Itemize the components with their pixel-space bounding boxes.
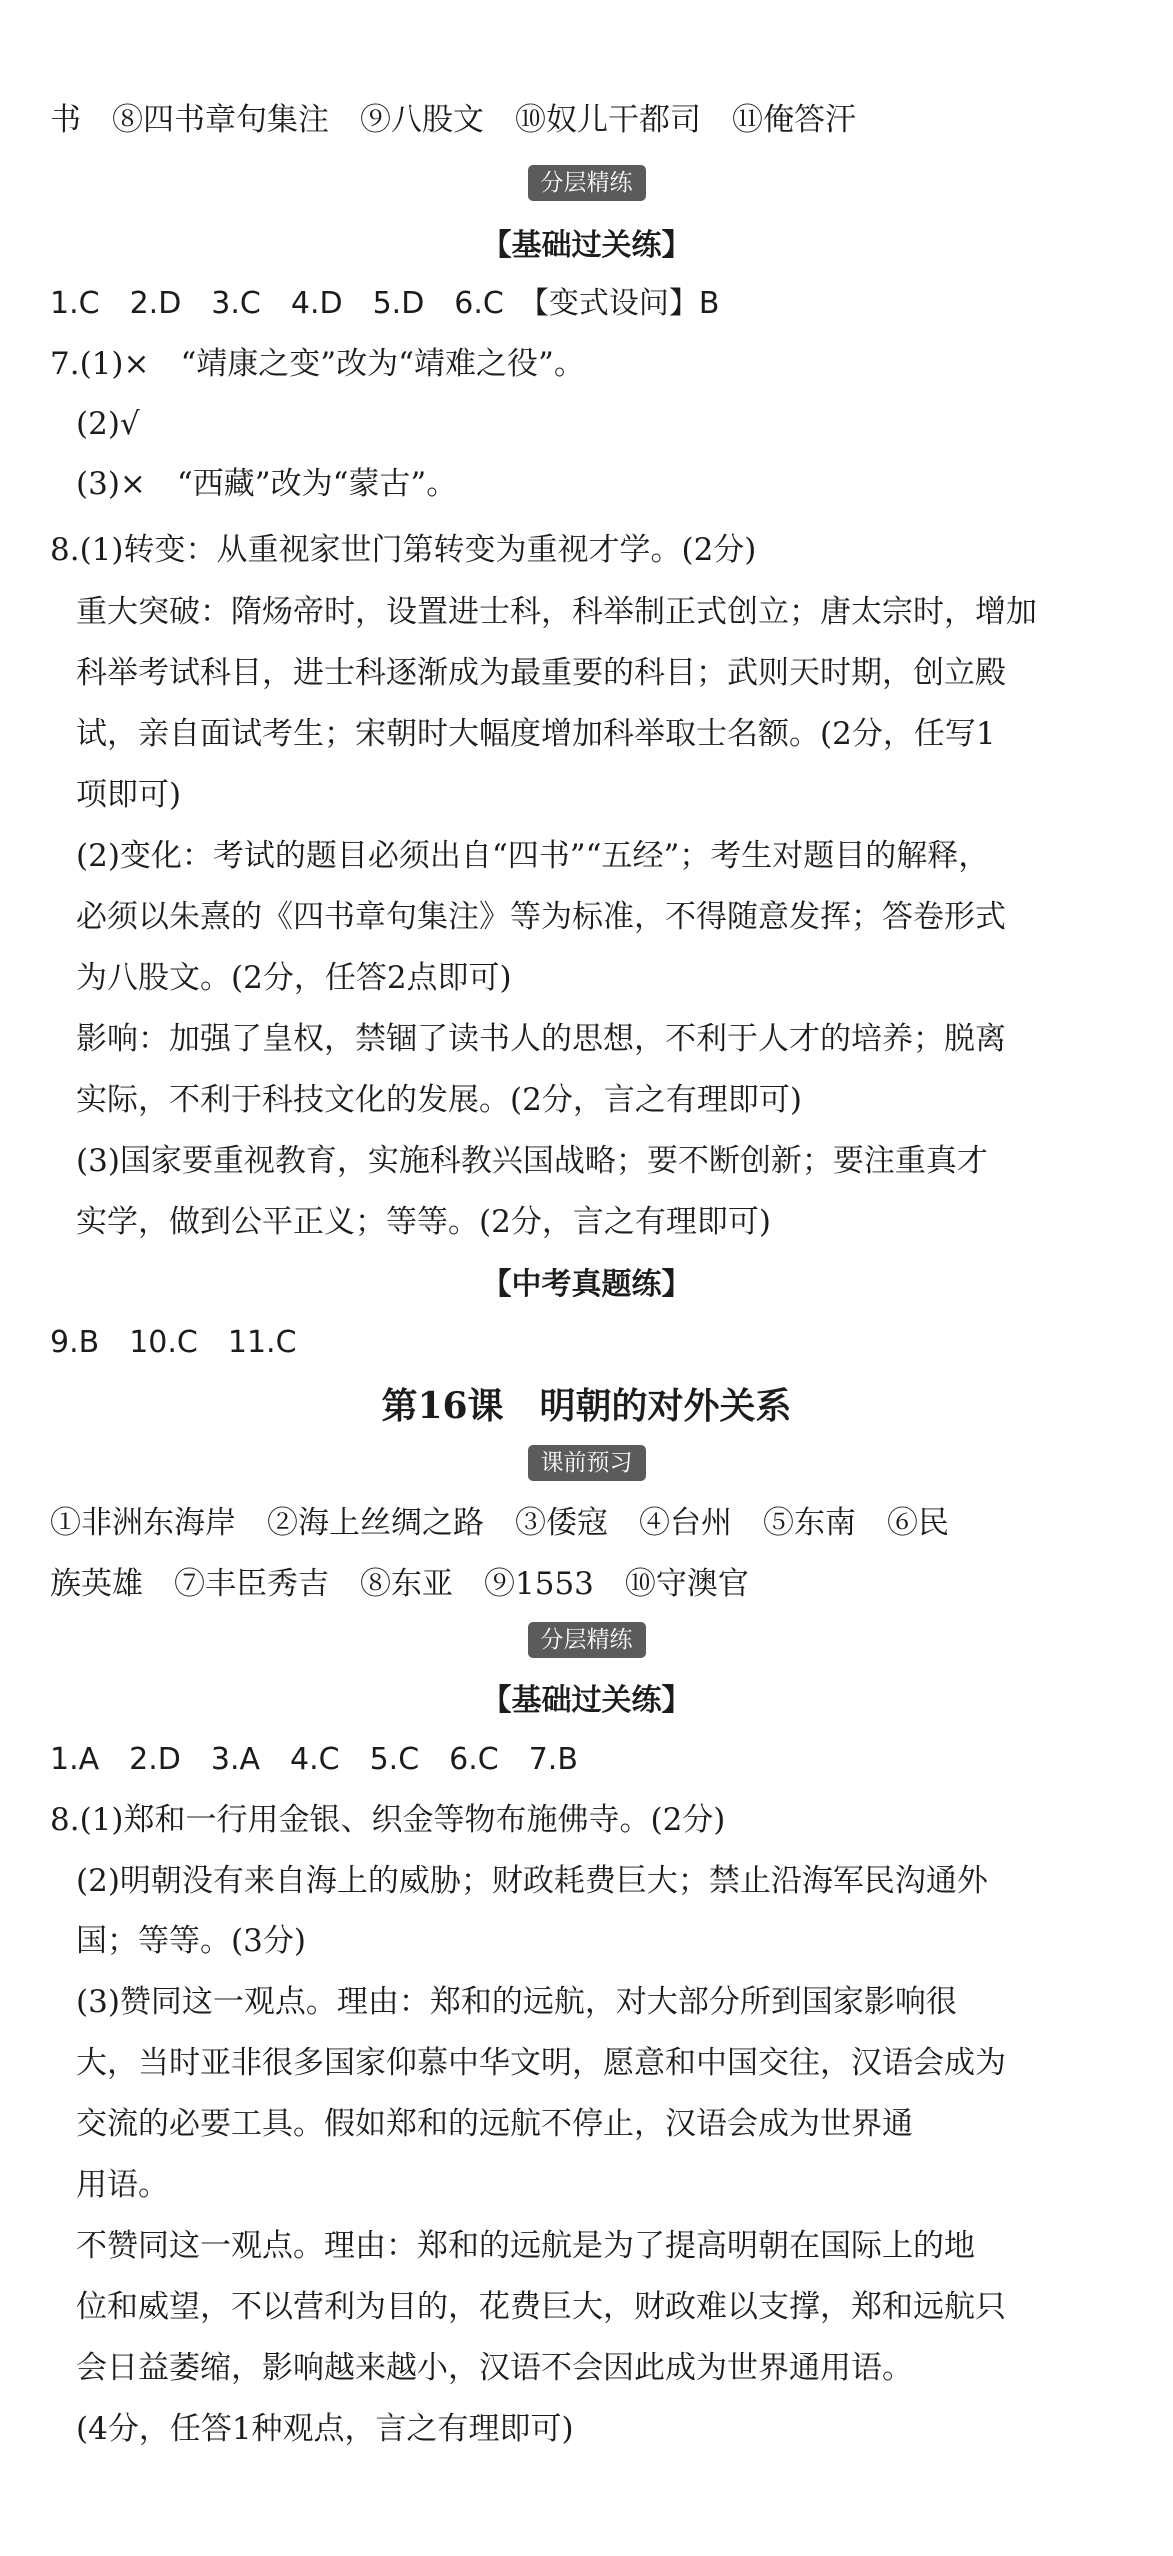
answer-line: 必须以朱熹的《四书章句集注》等为标准，不得随意发挥；答卷形式 <box>76 899 1006 935</box>
answer-line: 8.(1)转变：从重视家世门第转变为重视才学。(2分) <box>50 532 757 568</box>
answer-line: 大，当时亚非很多国家仰慕中华文明，愿意和中国交往，汉语会成为 <box>76 2045 1006 2081</box>
answer-line: (2)变化：考试的题目必须出自“四书”“五经”；考生对题目的解释， <box>76 838 990 874</box>
subsection-heading-exam: 【中考真题练】 <box>481 1267 692 1302</box>
answer-line: (3)赞同这一观点。理由：郑和的远航，对大部分所到国家影响很 <box>76 1984 957 2020</box>
answer-line: 项即可) <box>76 777 182 813</box>
answer-line: (3)× “西藏”改为“蒙古”。 <box>76 466 458 502</box>
text-line: 书 ⑧四书章句集注 ⑨八股文 ⑩奴儿干都司 ⑪俺答汗 <box>50 102 856 138</box>
answer-line-choices: 9.B 10.C 11.C <box>50 1325 297 1360</box>
section-tag-layered-practice: 分层精练 <box>528 1622 646 1658</box>
answer-line: 实学，做到公平正义；等等。(2分，言之有理即可) <box>76 1204 771 1240</box>
section-tag-preview: 课前预习 <box>528 1445 646 1481</box>
answer-line: (2)明朝没有来自海上的威胁；财政耗费巨大；禁止沿海军民沟通外 <box>76 1863 988 1899</box>
answer-line: 8.(1)郑和一行用金银、织金等物布施佛寺。(2分) <box>50 1802 726 1838</box>
answer-line: 用语。 <box>76 2167 169 2203</box>
answer-line-choices: 1.A 2.D 3.A 4.C 5.C 6.C 7.B <box>50 1742 578 1777</box>
answer-line: 不赞同这一观点。理由：郑和的远航是为了提高明朝在国际上的地 <box>76 2228 975 2264</box>
section-tag-layered-practice: 分层精练 <box>528 165 646 201</box>
answer-line: (3)国家要重视教育，实施科教兴国战略；要不断创新；要注重真才 <box>76 1143 988 1179</box>
answer-line: (4分，任答1种观点，言之有理即可) <box>76 2411 574 2447</box>
answer-line: 科举考试科目，进士科逐渐成为最重要的科目；武则天时期，创立殿 <box>76 655 1006 691</box>
answer-line: (2)√ <box>76 406 140 442</box>
answer-line: 国；等等。(3分) <box>76 1923 306 1959</box>
answer-line: ①非洲东海岸 ②海上丝绸之路 ③倭寇 ④台州 ⑤东南 ⑥民 <box>50 1505 949 1541</box>
answer-line: 影响：加强了皇权，禁锢了读书人的思想，不利于人才的培养；脱离 <box>76 1021 1006 1057</box>
answer-line: 为八股文。(2分，任答2点即可) <box>76 960 512 996</box>
answer-line: 会日益萎缩，影响越来越小，汉语不会因此成为世界通用语。 <box>76 2350 913 2386</box>
answer-line: 7.(1)× “靖康之变”改为“靖难之役”。 <box>50 346 585 382</box>
answer-line: 试，亲自面试考生；宋朝时大幅度增加科举取士名额。(2分，任写1 <box>76 716 996 752</box>
lesson-title: 第16课 明朝的对外关系 <box>381 1385 792 1427</box>
answer-line: 位和威望，不以营利为目的，花费巨大，财政难以支撑，郑和远航只 <box>76 2289 1006 2325</box>
answer-line: 族英雄 ⑦丰臣秀吉 ⑧东亚 ⑨1553 ⑩守澳官 <box>50 1566 749 1602</box>
subsection-heading-basic: 【基础过关练】 <box>481 228 692 263</box>
answer-line: 交流的必要工具。假如郑和的远航不停止，汉语会成为世界通 <box>76 2106 913 2142</box>
answer-line: 实际，不利于科技文化的发展。(2分，言之有理即可) <box>76 1082 802 1118</box>
answer-line-choices: 1.C 2.D 3.C 4.D 5.D 6.C 【变式设问】B <box>50 286 720 321</box>
answer-line: 重大突破：隋炀帝时，设置进士科，科举制正式创立；唐太宗时，增加 <box>76 594 1037 630</box>
subsection-heading-basic: 【基础过关练】 <box>481 1683 692 1718</box>
